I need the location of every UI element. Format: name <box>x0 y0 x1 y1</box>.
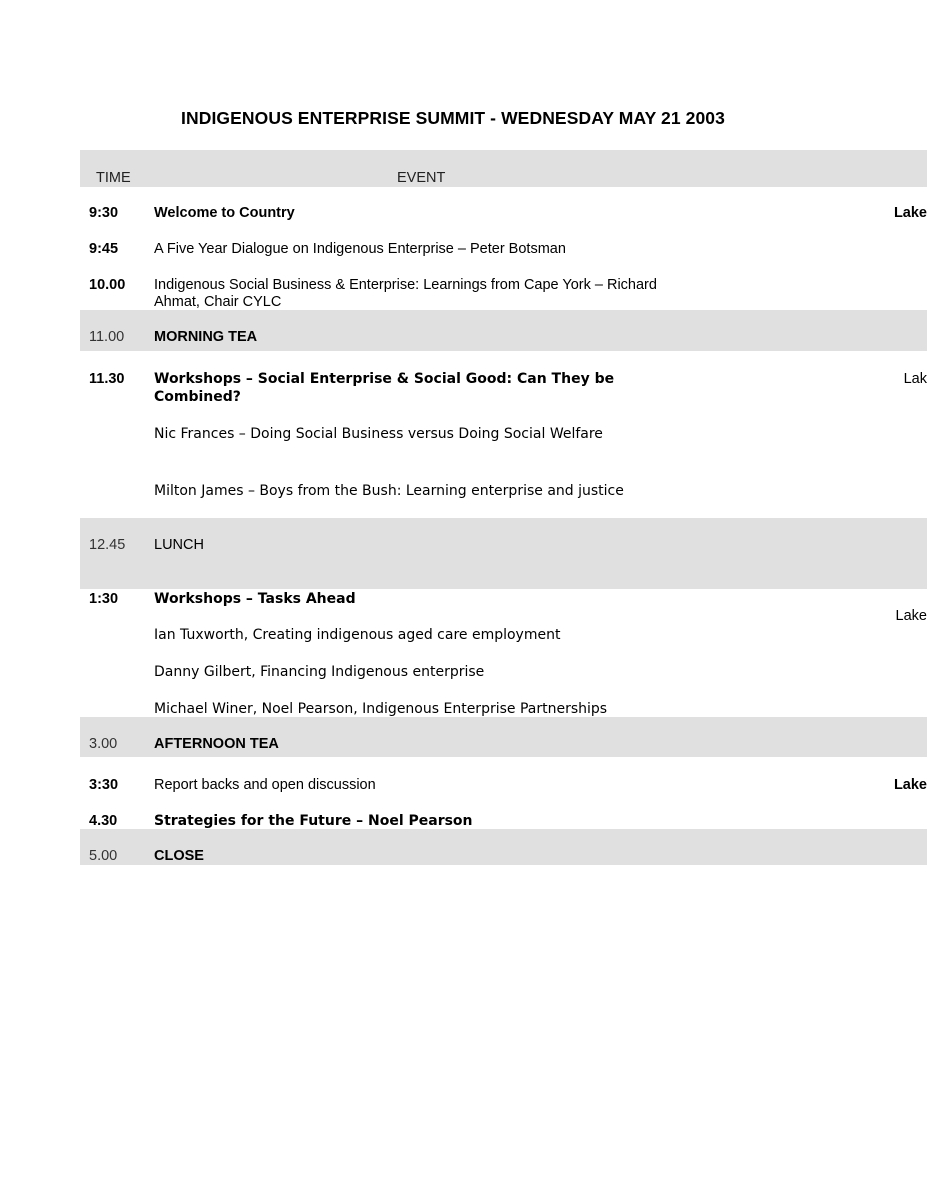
row-venue: Lake <box>893 205 927 221</box>
page-title: INDIGENOUS ENTERPRISE SUMMIT - WEDNESDAY MAY 21 2003 <box>181 108 725 128</box>
row-event: CLOSE <box>154 848 204 864</box>
row-event-line1: Indigenous Social Business & Enterprise: Learnings from Cape York – Richard <box>154 277 657 293</box>
row-event-line1: Workshops – Social Enterprise & Social Good: Can They be <box>154 371 615 387</box>
row-event: A Five Year Dialogue on Indigenous Enterprise – Peter Botsman <box>154 241 566 257</box>
header-event: EVENT <box>397 170 446 186</box>
row-event: Workshops – Tasks Ahead <box>154 591 356 607</box>
row-time: 3.00 <box>89 736 118 752</box>
row-venue: Lake <box>895 608 927 624</box>
row-event: MORNING TEA <box>154 329 258 345</box>
row-time: 5.00 <box>89 848 118 864</box>
row-time: 12.45 <box>89 537 126 553</box>
row-event: Report backs and open discussion <box>154 777 376 793</box>
row-venue: Lak <box>903 371 927 387</box>
row-event: AFTERNOON TEA <box>154 736 279 752</box>
lunch-band <box>80 518 927 589</box>
row-time: 11.00 <box>89 329 125 345</box>
row-venue: Lake <box>893 777 927 793</box>
close-band <box>80 829 927 865</box>
row-time: 3:30 <box>89 777 119 793</box>
row-event-line2: Combined? <box>154 389 241 405</box>
workshop-item: Milton James – Boys from the Bush: Learning enterprise and justice <box>154 483 624 499</box>
row-time: 9:30 <box>89 205 119 221</box>
header-time: TIME <box>96 170 131 186</box>
row-event: LUNCH <box>154 537 204 553</box>
row-event: Welcome to Country <box>154 205 295 221</box>
workshop-item: Michael Winer, Noel Pearson, Indigenous Enterprise Partnerships <box>154 701 608 717</box>
workshop-item: Ian Tuxworth, Creating indigenous aged care employment <box>154 627 561 643</box>
workshop-item: Nic Frances – Doing Social Business versus Doing Social Welfare <box>154 426 603 442</box>
workshop-item: Danny Gilbert, Financing Indigenous enterprise <box>154 664 485 680</box>
row-event: Strategies for the Future – Noel Pearson <box>154 813 473 829</box>
row-time: 1:30 <box>89 591 119 607</box>
row-time: 9:45 <box>89 241 119 257</box>
table-header-band <box>80 150 927 187</box>
row-time: 10.00 <box>89 277 126 293</box>
row-event-line2: Ahmat, Chair CYLC <box>154 294 282 310</box>
row-time: 11.30 <box>89 371 125 387</box>
row-time: 4.30 <box>89 813 118 829</box>
